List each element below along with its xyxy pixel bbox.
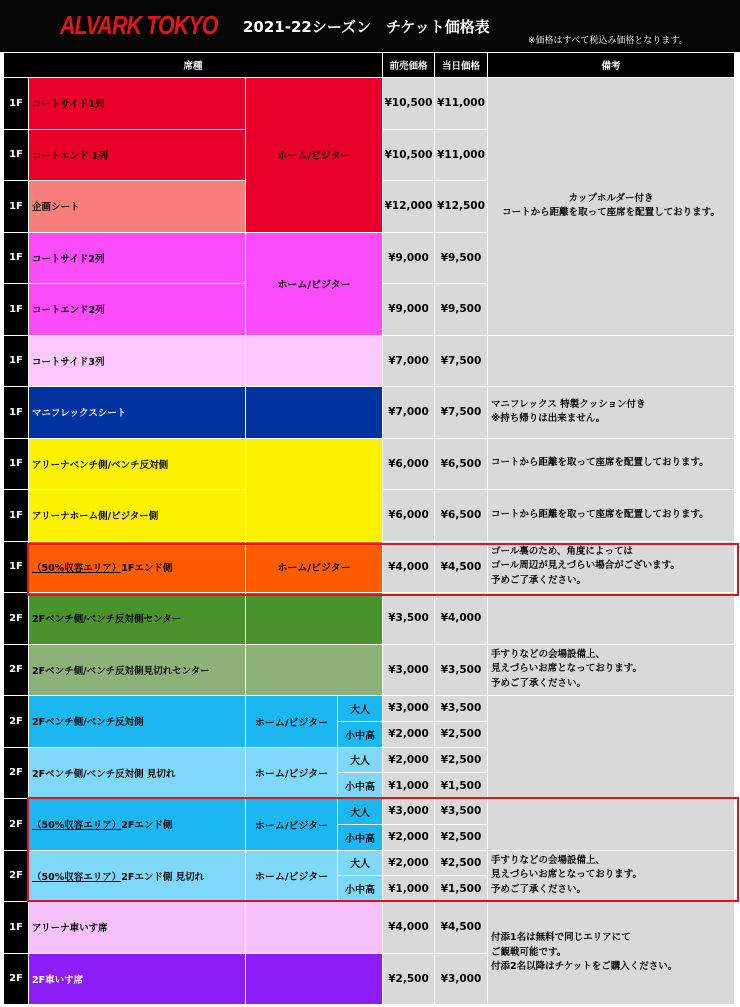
remarks-goal: ゴール裏のため、角度によっては ゴール周辺が見えづらい場合がございます。 予めご了承ください。 xyxy=(488,541,735,593)
side-label: ホーム/ビジター xyxy=(246,541,383,593)
advance-price: ¥1,000 xyxy=(383,876,435,902)
side-label: ホーム/ビジター xyxy=(246,799,338,851)
col-same-day: 当日価格 xyxy=(435,53,488,78)
advance-price: ¥2,000 xyxy=(383,850,435,876)
same-day-price: ¥4,500 xyxy=(435,902,488,954)
side-label: ホーム/ビジター xyxy=(246,232,383,335)
floor-label: 2F xyxy=(4,644,29,696)
table-row xyxy=(4,799,735,825)
seat-name-suffix: 2Fエンド側 xyxy=(121,820,173,832)
same-day-price: ¥4,000 xyxy=(435,593,488,645)
price-table xyxy=(3,52,735,1005)
age-adult: 大人 xyxy=(338,696,383,722)
seat-name: アリーナホーム側/ビジター側 xyxy=(29,490,246,542)
floor-label: 2F xyxy=(4,953,29,1005)
floor-label: 1F xyxy=(4,438,29,490)
side-empty xyxy=(246,902,383,954)
capacity-tag: （50%収容エリア） xyxy=(32,820,122,832)
table-row xyxy=(4,593,735,645)
advance-price: ¥6,000 xyxy=(383,438,435,490)
floor-label: 1F xyxy=(4,78,29,130)
floor-label: 2F xyxy=(4,747,29,799)
advance-price: ¥9,000 xyxy=(383,232,435,284)
same-day-price: ¥2,500 xyxy=(435,721,488,747)
floor-label: 1F xyxy=(4,490,29,542)
floor-label: 2F xyxy=(4,850,29,902)
advance-price: ¥7,000 xyxy=(383,335,435,387)
seat-name xyxy=(29,541,246,593)
age-child: 小中高 xyxy=(338,721,383,747)
seat-name: アリーナ車いす席 xyxy=(29,902,246,954)
side-empty xyxy=(246,438,383,541)
age-adult: 大人 xyxy=(338,799,383,825)
same-day-price: ¥4,500 xyxy=(435,541,488,593)
table-row xyxy=(4,78,735,130)
same-day-price: ¥11,000 xyxy=(435,78,488,130)
side-empty xyxy=(246,387,383,439)
seat-name: 2Fベンチ側/ベンチ反対側センター xyxy=(29,593,246,645)
same-day-price: ¥9,500 xyxy=(435,232,488,284)
seat-name-suffix: 1Fエンド側 xyxy=(121,562,173,574)
header-bar xyxy=(0,0,740,52)
side-label: ホーム/ビジター xyxy=(246,747,338,799)
seat-name: 2Fベンチ側/ベンチ反対側 xyxy=(29,696,246,748)
age-adult: 大人 xyxy=(338,747,383,773)
seat-name: 2Fベンチ側/ベンチ反対側見切れセンター xyxy=(29,644,246,696)
floor-label: 1F xyxy=(4,541,29,593)
advance-price: ¥10,500 xyxy=(383,129,435,181)
remarks-empty xyxy=(488,335,735,387)
floor-label: 2F xyxy=(4,696,29,748)
table-header-row xyxy=(4,53,735,78)
col-seat-type: 席種 xyxy=(4,53,383,78)
side-empty xyxy=(246,953,383,1005)
same-day-price: ¥3,000 xyxy=(435,953,488,1005)
capacity-tag: （50%収容エリア） xyxy=(32,871,122,883)
seat-name: 企画シート xyxy=(29,181,246,233)
side-label: ホーム/ビジター xyxy=(246,850,338,902)
remarks-maniflex: マニフレックス 特製クッション付き ※持ち帰りは出来ません。 xyxy=(488,387,735,439)
remarks-wheelchair: 付添1名は無料で同じエリアにて ご観戦可能です。 付添2名以降はチケットをご購入ください。 xyxy=(488,902,735,1005)
same-day-price: ¥1,500 xyxy=(435,773,488,799)
tax-note: ※価格はすべて税込み価格となります。 xyxy=(528,36,688,46)
advance-price: ¥7,000 xyxy=(383,387,435,439)
advance-price: ¥2,500 xyxy=(383,953,435,1005)
floor-label: 1F xyxy=(4,387,29,439)
table-row xyxy=(4,438,735,490)
same-day-price: ¥7,500 xyxy=(435,335,488,387)
floor-label: 1F xyxy=(4,284,29,336)
advance-price: ¥4,000 xyxy=(383,902,435,954)
same-day-price: ¥3,500 xyxy=(435,799,488,825)
age-child: 小中高 xyxy=(338,773,383,799)
same-day-price: ¥6,500 xyxy=(435,490,488,542)
seat-name: アリーナベンチ側/ベンチ反対側 xyxy=(29,438,246,490)
remarks-distance: コートから距離を取って座席を配置しております。 xyxy=(488,438,735,490)
table-row xyxy=(4,644,735,696)
advance-price: ¥1,000 xyxy=(383,773,435,799)
advance-price: ¥10,500 xyxy=(383,78,435,130)
same-day-price: ¥3,500 xyxy=(435,644,488,696)
side-empty xyxy=(246,593,383,645)
seat-name: 2F車いす席 xyxy=(29,953,246,1005)
same-day-price: ¥11,000 xyxy=(435,129,488,181)
remarks-cupholder: カップホルダー付き コートから距離を取って座席を配置しております。 xyxy=(488,78,735,336)
seat-name: コートサイド2列 xyxy=(29,232,246,284)
remarks-partial-view: 手すりなどの会場設備上、 見えづらいお席となっております。 予めご了承ください。 xyxy=(488,850,735,902)
col-advance: 前売価格 xyxy=(383,53,435,78)
table-row xyxy=(4,335,735,387)
age-child: 小中高 xyxy=(338,876,383,902)
seat-name xyxy=(29,799,246,851)
floor-label: 1F xyxy=(4,129,29,181)
advance-price: ¥3,500 xyxy=(383,593,435,645)
side-label: ホーム/ビジター xyxy=(246,78,383,233)
remarks-empty xyxy=(488,593,735,645)
team-logo: ALVARK TOKYO xyxy=(60,10,218,40)
side-label: ホーム/ビジター xyxy=(246,696,338,748)
seat-name-suffix: 2Fエンド側 見切れ xyxy=(121,871,205,883)
table-row xyxy=(4,387,735,439)
remarks-partial-view: 手すりなどの会場設備上、 見えづらいお席となっております。 予めご了承ください。 xyxy=(488,644,735,696)
advance-price: ¥2,000 xyxy=(383,747,435,773)
side-empty xyxy=(246,335,383,387)
remarks-empty xyxy=(488,696,735,799)
seat-name: コートエンド 1列 xyxy=(29,129,246,181)
floor-label: 1F xyxy=(4,232,29,284)
same-day-price: ¥1,500 xyxy=(435,876,488,902)
same-day-price: ¥6,500 xyxy=(435,438,488,490)
side-empty xyxy=(246,644,383,696)
table-row xyxy=(4,850,735,876)
remarks-empty xyxy=(488,799,735,851)
same-day-price: ¥3,500 xyxy=(435,696,488,722)
advance-price: ¥3,000 xyxy=(383,696,435,722)
page-title: 2021-22シーズン チケット価格表 xyxy=(243,18,490,36)
remarks-distance: コートから距離を取って座席を配置しております。 xyxy=(488,490,735,542)
advance-price: ¥2,000 xyxy=(383,824,435,850)
table-row xyxy=(4,902,735,954)
same-day-price: ¥9,500 xyxy=(435,284,488,336)
seat-name: 2Fベンチ側/ベンチ反対側 見切れ xyxy=(29,747,246,799)
advance-price: ¥12,000 xyxy=(383,181,435,233)
table-row xyxy=(4,696,735,722)
floor-label: 1F xyxy=(4,335,29,387)
seat-name xyxy=(29,850,246,902)
same-day-price: ¥7,500 xyxy=(435,387,488,439)
age-adult: 大人 xyxy=(338,850,383,876)
advance-price: ¥4,000 xyxy=(383,541,435,593)
same-day-price: ¥2,500 xyxy=(435,747,488,773)
seat-name: コートエンド2列 xyxy=(29,284,246,336)
same-day-price: ¥2,500 xyxy=(435,850,488,876)
seat-name: コートサイド3列 xyxy=(29,335,246,387)
seat-name: マニフレックスシート xyxy=(29,387,246,439)
floor-label: 1F xyxy=(4,181,29,233)
same-day-price: ¥2,500 xyxy=(435,824,488,850)
same-day-price: ¥12,500 xyxy=(435,181,488,233)
floor-label: 1F xyxy=(4,902,29,954)
capacity-tag: （50%収容エリア） xyxy=(32,562,122,574)
col-remarks: 備考 xyxy=(488,53,735,78)
advance-price: ¥3,000 xyxy=(383,799,435,825)
floor-label: 2F xyxy=(4,799,29,851)
advance-price: ¥3,000 xyxy=(383,644,435,696)
advance-price: ¥2,000 xyxy=(383,721,435,747)
advance-price: ¥6,000 xyxy=(383,490,435,542)
age-child: 小中高 xyxy=(338,824,383,850)
floor-label: 2F xyxy=(4,593,29,645)
seat-name: コートサイド1列 xyxy=(29,78,246,130)
advance-price: ¥9,000 xyxy=(383,284,435,336)
table-row xyxy=(4,541,735,593)
